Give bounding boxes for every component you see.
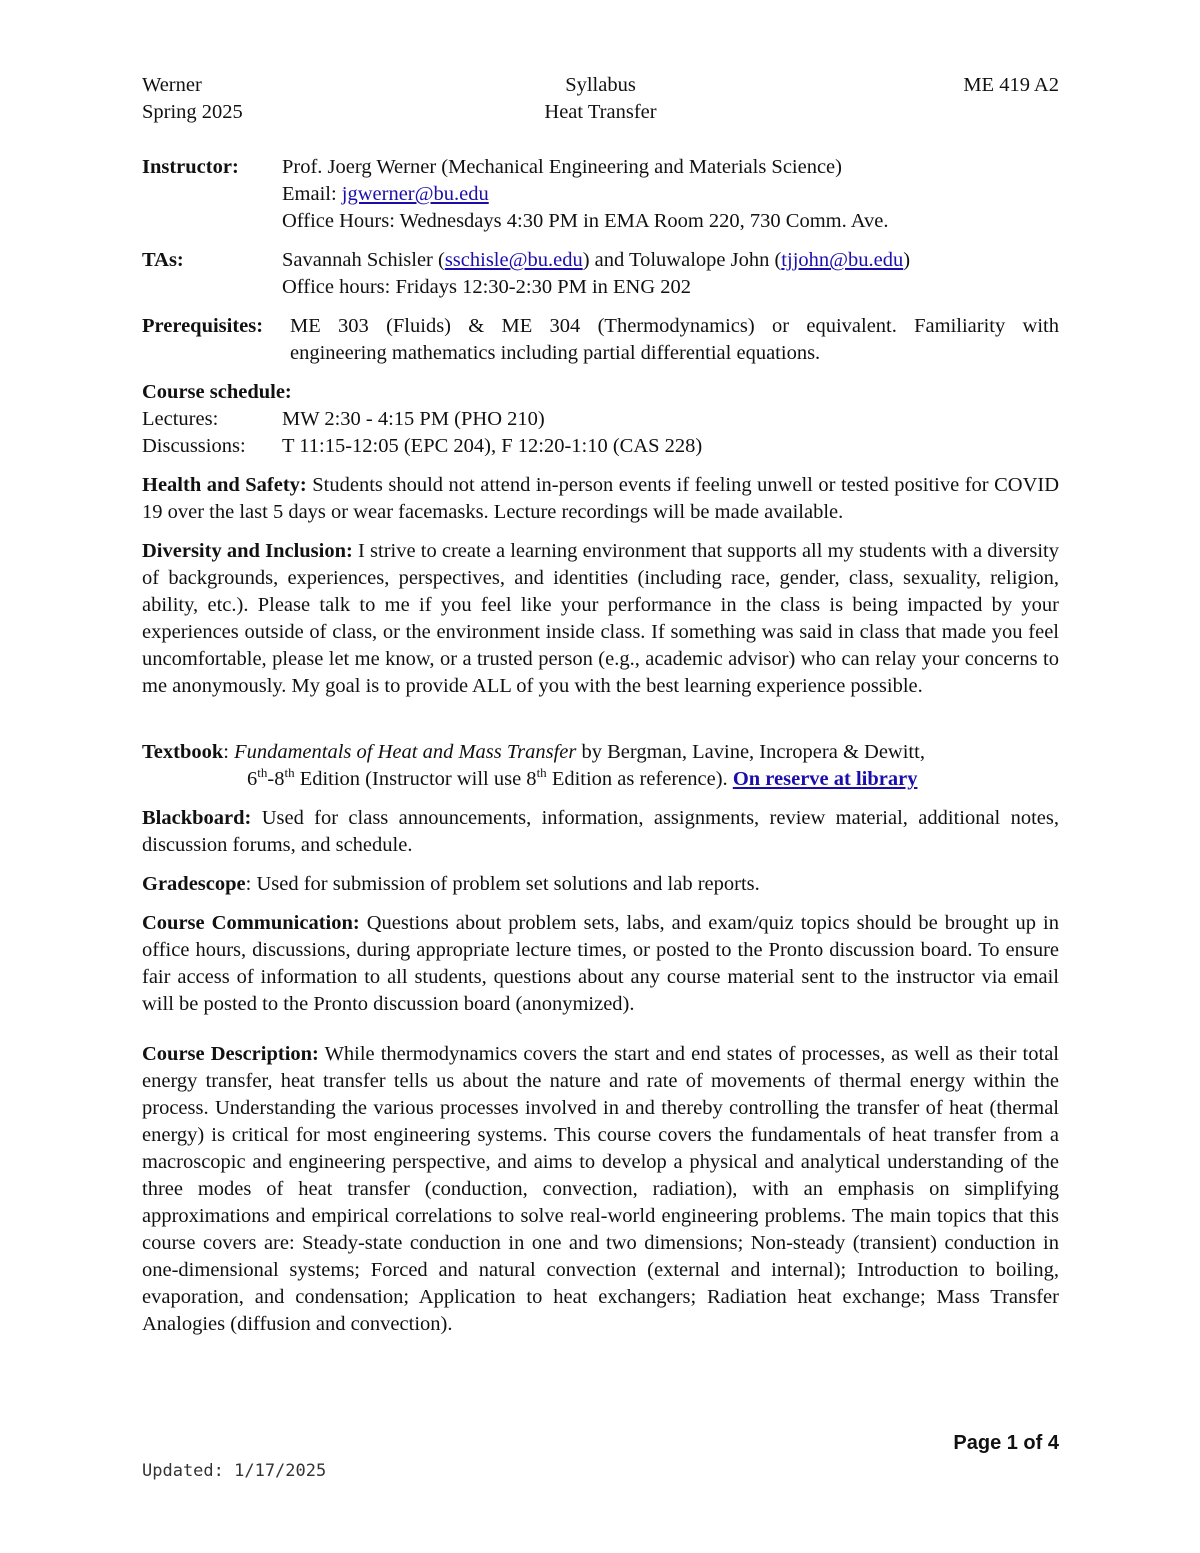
blackboard-section bbox=[142, 805, 1059, 859]
communication-section bbox=[142, 910, 1059, 1018]
library-reserve-link[interactable]: On reserve at library bbox=[732, 768, 918, 790]
prerequisites-line2: engineering mathematics including partial differential equations. bbox=[290, 342, 821, 364]
gradescope-text: : Used for submission of problem set solutions and lab reports. bbox=[245, 873, 760, 895]
instructor-label: Instructor: bbox=[142, 156, 239, 178]
tas-label: TAs: bbox=[142, 249, 184, 271]
page-number: Page 1 of 4 bbox=[953, 1432, 1059, 1454]
gradescope-label: Gradescope bbox=[142, 873, 246, 895]
schedule-heading: Course schedule: bbox=[142, 381, 292, 403]
health-text: Students should not attend in-person events if feeling unwell or tested positive for COVID 19 over the last 5 days or wear facemasks. Lecture recordings will be made available. bbox=[142, 474, 1060, 523]
description-text: While thermodynamics covers the start and end states of processes, as well as their total energy transfer, heat transfer tells us about the nature and rate of movements of thermal energy within the process. Understanding the various processes involved in and thereby controlling the transfer of heat (thermal energy) is critical for most engineering systems. This course covers the fundamentals of heat transfer from a macroscopic and engineering perspective, and aims to develop a physical and analytical understanding of the three modes of heat transfer (conduction, convection, radiation), with an emphasis on simplifying approximations and empirical correlations to solve real-world engineering problems. The main topics that this course covers are: Steady-state conduction in one and two dimensions; Non-steady (transient) conduction in one-dimensional systems; Forced and natural convection (external and internal); Introduction to boiling, evaporation, and condensation; Application to heat exchangers; Radiation heat exchange; Mass Transfer Analogies (diffusion and convection). bbox=[142, 1043, 1059, 1335]
blackboard-text: Used for class announcements, information, assignments, review material, additional notes, discussion forums, and schedule. bbox=[142, 807, 1059, 856]
description-section bbox=[142, 1041, 1059, 1338]
prerequisites-line1: ME 303 (Fluids) & ME 304 (Thermodynamics) or equivalent. Familiarity with bbox=[290, 315, 1059, 337]
textbook-label: Textbook bbox=[142, 741, 224, 763]
textbook-section bbox=[142, 739, 1059, 793]
health-label: Health and Safety: bbox=[142, 474, 307, 496]
health-section bbox=[142, 472, 1059, 526]
textbook-line1: Textbook: Fundamentals of Heat and Mass Transfer by Bergman, Lavine, Incropera & Dewitt, bbox=[142, 741, 925, 763]
discussions-value: T 11:15-12:05 (EPC 204), F 12:20-1:10 (CAS 228) bbox=[282, 435, 703, 457]
prerequisites-label: Prerequisites: bbox=[142, 315, 264, 337]
instructor-email-link[interactable]: jgwerner@bu.edu bbox=[341, 183, 489, 205]
textbook-authors: by Bergman, Lavine, Incropera & Dewitt, bbox=[576, 741, 925, 763]
tas-office-hours: Office hours: Fridays 12:30-2:30 PM in ENG 202 bbox=[282, 276, 692, 298]
header-course-title: Heat Transfer bbox=[544, 101, 657, 123]
tas-names: Savannah Schisler (sschisle@bu.edu) and Toluwalope John (tjjohn@bu.edu) bbox=[282, 249, 911, 271]
instructor-name: Prof. Joerg Werner (Mechanical Engineering and Materials Science) bbox=[282, 156, 842, 178]
diversity-section bbox=[142, 538, 1059, 700]
ta1-email-link[interactable]: sschisle@bu.edu bbox=[444, 249, 583, 271]
header-doc-type: Syllabus bbox=[565, 74, 636, 96]
updated-date: Updated: 1/17/2025 bbox=[142, 1461, 327, 1481]
ta2-email-link[interactable]: tjjohn@bu.edu bbox=[781, 249, 904, 271]
lectures-value: MW 2:30 - 4:15 PM (PHO 210) bbox=[282, 408, 545, 430]
diversity-label: Diversity and Inclusion: bbox=[142, 540, 353, 562]
textbook-title: Fundamentals of Heat and Mass Transfer bbox=[234, 741, 577, 763]
instructor-email-line: Email: jgwerner@bu.edu bbox=[282, 183, 489, 205]
discussions-label: Discussions: bbox=[142, 435, 246, 457]
gradescope-section bbox=[142, 871, 1059, 898]
description-label: Course Description: bbox=[142, 1043, 319, 1065]
instructor-office-hours: Office Hours: Wednesdays 4:30 PM in EMA Room 220, 730 Comm. Ave. bbox=[282, 210, 889, 232]
lectures-label: Lectures: bbox=[142, 408, 219, 430]
communication-label: Course Communication: bbox=[142, 912, 360, 934]
schedule-discussions-row bbox=[142, 433, 1059, 460]
schedule-section bbox=[142, 379, 1059, 460]
diversity-text: I strive to create a learning environment that supports all my students with a diversity of backgrounds, experiences, perspectives, and identities (including race, gender, class, sexuality, religion, ability, etc.). Please talk to me if you feel like your performance in the class is being impacted by your experiences outside of class, or the environment inside class. If something was said in class that made you feel uncomfortable, please let me know, or a trusted person (e.g., academic advisor) who can relay your concerns to me anonymously. My goal is to provide ALL of you with the best learning experience possible. bbox=[142, 540, 1059, 697]
header-course-code: ME 419 A2 bbox=[963, 74, 1059, 96]
schedule-lectures-row bbox=[142, 406, 1059, 433]
header-author: Werner bbox=[142, 74, 202, 96]
communication-text: Questions about problem sets, labs, and exam/quiz topics should be brought up in office hours, discussions, during appropriate lecture times, or posted to the Pronto discussion board. To ensure fair access of information to all students, questions about any course material sent to the instructor via email will be posted to the Pronto discussion board (anonymized). bbox=[142, 912, 1059, 1015]
header-center bbox=[142, 72, 1059, 126]
header-right bbox=[963, 72, 1059, 99]
blackboard-label: Blackboard: bbox=[142, 807, 252, 829]
header-term: Spring 2025 bbox=[142, 101, 243, 123]
textbook-line2: 6th-8th Edition (Instructor will use 8th Edition as reference). On reserve at library bbox=[247, 765, 918, 790]
